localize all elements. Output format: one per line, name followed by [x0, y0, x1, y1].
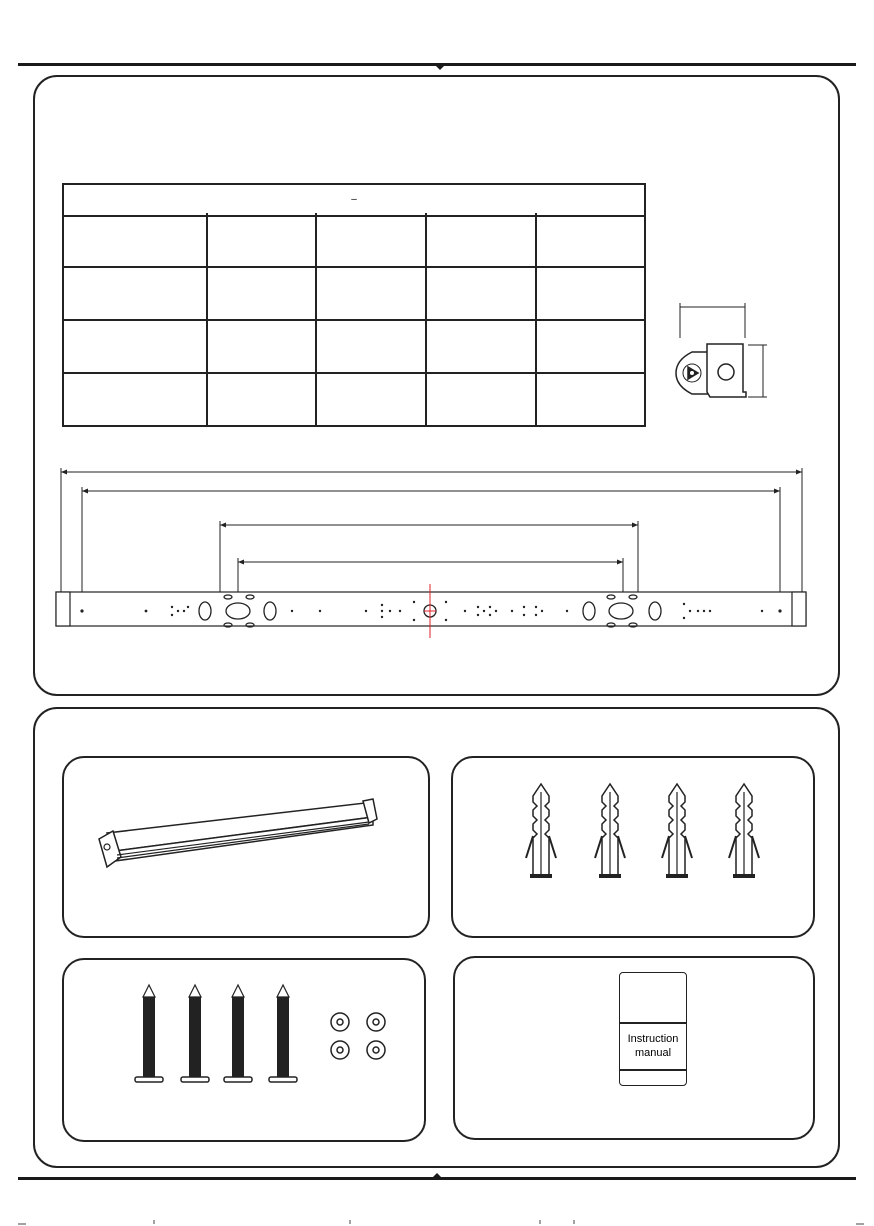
led-fixture-illustration	[95, 795, 385, 875]
bottom-rule-notch	[433, 1173, 441, 1177]
wall-anchor	[595, 784, 625, 878]
bottom-edge-marks	[0, 1218, 874, 1226]
manual-label: Instruction manual	[627, 1033, 679, 1059]
washer	[367, 1013, 385, 1031]
washer	[367, 1041, 385, 1059]
bottom-rule	[18, 1177, 856, 1180]
spec-table-title: –	[64, 185, 644, 217]
screws-illustration	[130, 985, 390, 1090]
manual-bottom-band	[620, 1069, 686, 1071]
wall-anchor	[729, 784, 759, 878]
wall-anchors-illustration	[520, 784, 770, 884]
wall-anchor	[662, 784, 692, 878]
washer	[331, 1041, 349, 1059]
washer	[331, 1013, 349, 1031]
screw	[181, 985, 209, 1082]
screw	[269, 985, 297, 1082]
fixture-top-view	[0, 580, 874, 640]
screw	[224, 985, 252, 1082]
fixture-body	[56, 592, 806, 626]
wall-anchor	[526, 784, 556, 878]
screw	[135, 985, 163, 1082]
manual-top-band	[620, 1022, 686, 1024]
instruction-manual	[619, 972, 687, 1086]
